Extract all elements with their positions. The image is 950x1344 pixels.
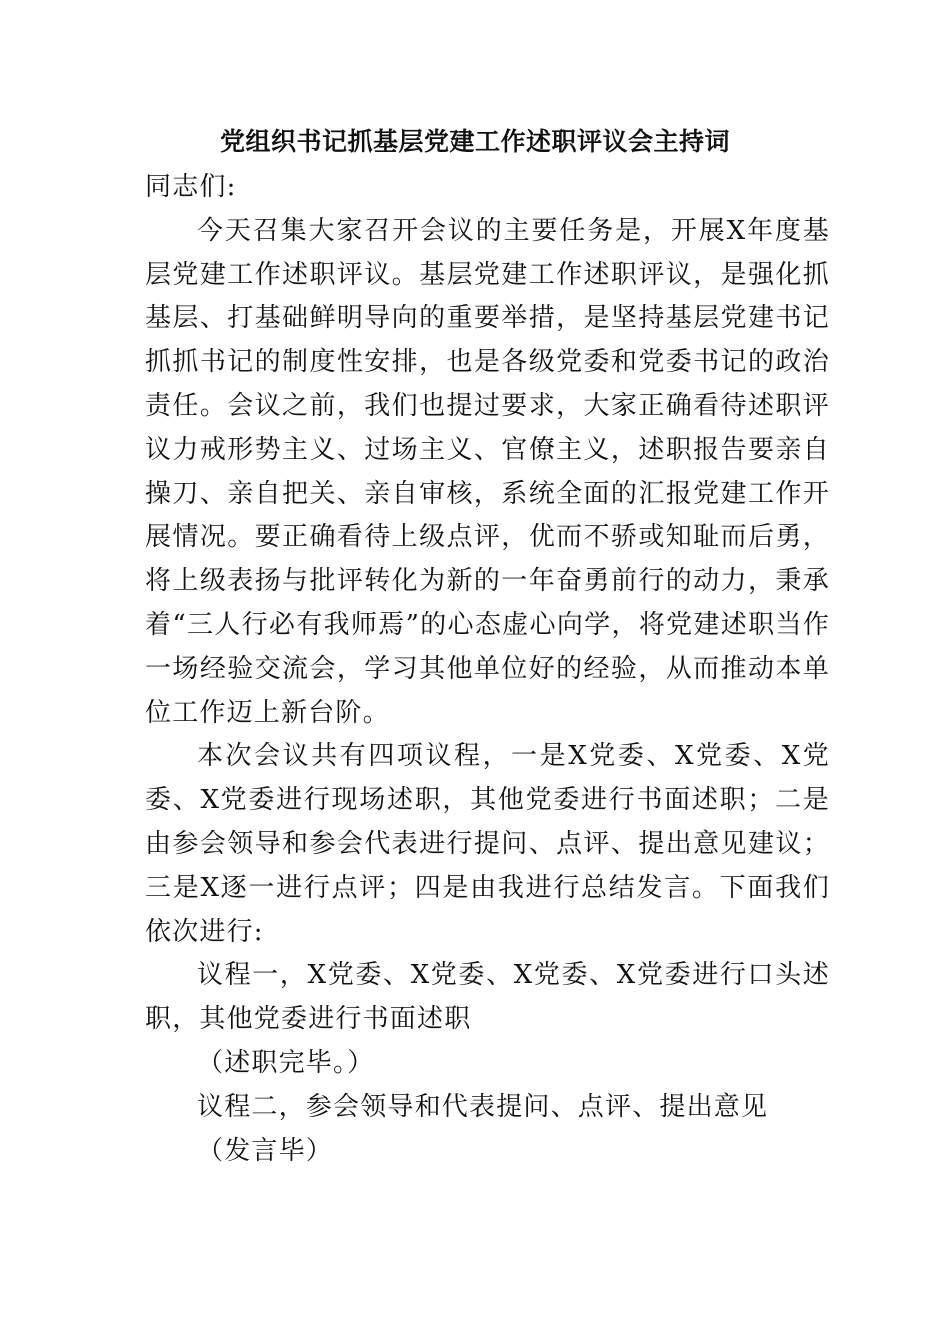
note-speech-finished: （发言毕） [197,1135,334,1166]
document-body [145,166,830,1173]
paragraph-agenda-one: 议程一，X党委、X党委、X党委、X党委进行口头述职，其他党委进行书面述职 [145,960,830,1035]
document-title: 党组织书记抓基层党建工作述职评议会主持词 [219,127,730,156]
paragraph-agenda-overview: 本次会议共有四项议程，一是X党委、X党委、X党委、X党委进行现场述职，其他党委进行书面述职；二是由参会领导和参会代表进行提问、点评、提出意见建议；三是X逐一进行点评；四是由我进行总结发言。下面我们依次进行: [145,741,830,947]
paragraph-meeting-purpose: 今天召集大家召开会议的主要任务是，开展X年度基层党建工作述职评议。基层党建工作述职评议，是强化抓基层、打基础鲜明导向的重要举措，是坚持基层党建书记抓抓书记的制度性安排，也是各级党委和党委书记的政治责任。会议之前，我们也提过要求，大家正确看待述职评议力戒形势主义、过场主义、官僚主义，述职报告要亲自操刀、亲自把关、亲自审核，系统全面的汇报党建工作开展情况。要正确看待上级点评，优而不骄或知耻而后勇，将上级表扬与批评转化为新的一年奋勇前行的动力，秉承着“三人行必有我师焉”的心态虚心向学，将党建述职当作一场经验交流会，学习其他单位好的经验，从而推动本单位工作迈上新台阶。 [145,215,830,728]
paragraph-agenda-two: 议程二，参会领导和代表提问、点评、提出意见 [197,1091,769,1122]
salutation: 同志们: [145,172,237,202]
note-report-finished: （述职完毕。） [197,1047,375,1078]
